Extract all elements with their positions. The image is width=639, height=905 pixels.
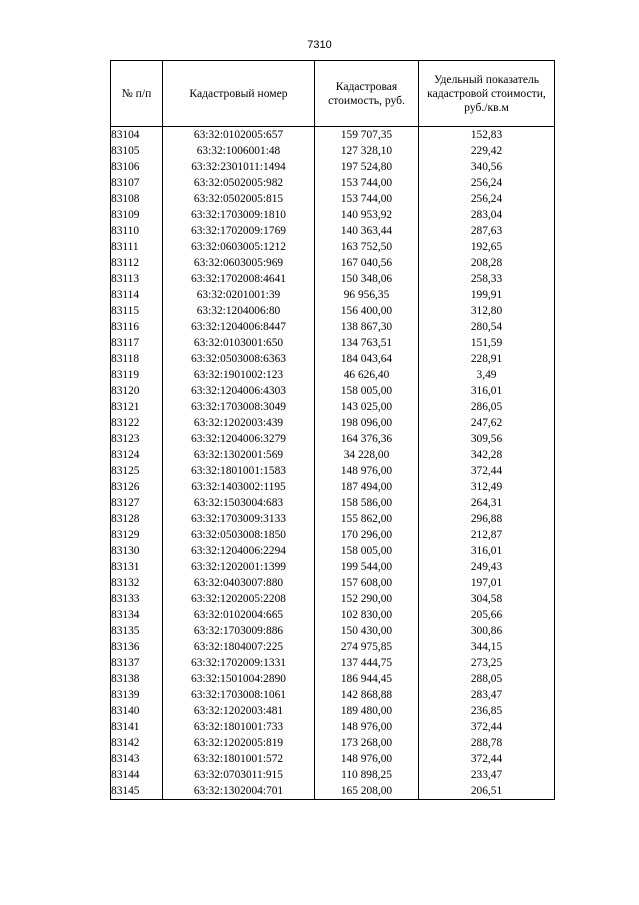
cadastral-cost: 159 707,35 [315,127,419,144]
cadastral-number: 63:32:1702009:1769 [163,223,315,239]
row-number: 83125 [111,463,163,479]
specific-cost: 304,58 [419,591,555,607]
row-number: 83139 [111,687,163,703]
cadastral-number: 63:32:1801001:733 [163,719,315,735]
cadastral-number: 63:32:0503008:1850 [163,527,315,543]
specific-cost: 372,44 [419,719,555,735]
cadastral-number: 63:32:1302004:701 [163,783,315,800]
cadastral-number: 63:32:0603005:969 [163,255,315,271]
cadastral-number: 63:32:1702009:1331 [163,655,315,671]
table-row [111,591,555,607]
table-row [111,719,555,735]
cadastral-cost: 164 376,36 [315,431,419,447]
cadastral-cost: 127 328,10 [315,143,419,159]
cadastral-number: 63:32:1703009:3133 [163,511,315,527]
cadastral-number: 63:32:1503004:683 [163,495,315,511]
cadastral-number: 63:32:0503008:6363 [163,351,315,367]
cadastral-cost: 157 608,00 [315,575,419,591]
cadastral-cost: 148 976,00 [315,719,419,735]
specific-cost: 192,65 [419,239,555,255]
specific-cost: 283,47 [419,687,555,703]
cadastral-number: 63:32:1801001:572 [163,751,315,767]
cadastral-number: 63:32:1403002:1195 [163,479,315,495]
row-number: 83112 [111,255,163,271]
table-row [111,415,555,431]
cadastral-number: 63:32:1202001:1399 [163,559,315,575]
specific-cost: 300,86 [419,623,555,639]
cadastral-number: 63:32:0102005:657 [163,127,315,144]
specific-cost: 288,05 [419,671,555,687]
row-number: 83126 [111,479,163,495]
row-number: 83105 [111,143,163,159]
cadastral-number: 63:32:1703009:1810 [163,207,315,223]
specific-cost: 287,63 [419,223,555,239]
cadastral-cost: 138 867,30 [315,319,419,335]
cadastral-cost: 197 524,80 [315,159,419,175]
table-row [111,351,555,367]
row-number: 83116 [111,319,163,335]
table-row [111,495,555,511]
table-row [111,159,555,175]
table-row [111,255,555,271]
specific-cost: 247,62 [419,415,555,431]
row-number: 83115 [111,303,163,319]
cadastral-cost: 158 586,00 [315,495,419,511]
specific-cost: 316,01 [419,383,555,399]
header-cadastral-cost: Кадастровая стоимость, руб. [315,61,419,127]
specific-cost: 312,80 [419,303,555,319]
row-number: 83106 [111,159,163,175]
cadastral-number: 63:32:1703008:3049 [163,399,315,415]
specific-cost: 197,01 [419,575,555,591]
cadastral-number: 63:32:0603005:1212 [163,239,315,255]
specific-cost: 372,44 [419,751,555,767]
cadastral-number: 63:32:1202005:2208 [163,591,315,607]
row-number: 83110 [111,223,163,239]
cadastral-number: 63:32:1204006:4303 [163,383,315,399]
specific-cost: 283,04 [419,207,555,223]
table-row [111,639,555,655]
header-cadastral-number: Кадастровый номер [163,61,315,127]
specific-cost: 256,24 [419,175,555,191]
specific-cost: 280,54 [419,319,555,335]
table-row [111,383,555,399]
table-row [111,511,555,527]
cadastral-cost: 153 744,00 [315,175,419,191]
table-row [111,735,555,751]
cadastral-number: 63:32:1006001:48 [163,143,315,159]
row-number: 83128 [111,511,163,527]
row-number: 83130 [111,543,163,559]
row-number: 83137 [111,655,163,671]
cadastral-number: 63:32:0502005:982 [163,175,315,191]
specific-cost: 199,91 [419,287,555,303]
cadastral-cost: 184 043,64 [315,351,419,367]
cadastral-number: 63:32:1901002:123 [163,367,315,383]
cadastral-number: 63:32:1801001:1583 [163,463,315,479]
cadastral-cost: 186 944,45 [315,671,419,687]
table-row [111,655,555,671]
cadastral-cost: 140 363,44 [315,223,419,239]
table-row [111,463,555,479]
table-row [111,223,555,239]
cadastral-number: 63:32:1204006:3279 [163,431,315,447]
row-number: 83122 [111,415,163,431]
cadastral-cost: 110 898,25 [315,767,419,783]
cadastral-cost: 163 752,50 [315,239,419,255]
specific-cost: 344,15 [419,639,555,655]
table-row [111,271,555,287]
cadastral-cost: 143 025,00 [315,399,419,415]
cadastral-cost: 199 544,00 [315,559,419,575]
cadastral-cost: 187 494,00 [315,479,419,495]
cadastral-cost: 150 348,06 [315,271,419,287]
specific-cost: 288,78 [419,735,555,751]
cadastral-cost: 198 096,00 [315,415,419,431]
specific-cost: 296,88 [419,511,555,527]
row-number: 83142 [111,735,163,751]
row-number: 83124 [111,447,163,463]
cadastral-cost: 156 400,00 [315,303,419,319]
cadastral-number: 63:32:2301011:1494 [163,159,315,175]
cadastral-cost: 142 868,88 [315,687,419,703]
cadastral-cost: 170 296,00 [315,527,419,543]
row-number: 83144 [111,767,163,783]
cadastral-number: 63:32:0502005:815 [163,191,315,207]
cadastral-number: 63:32:1703009:886 [163,623,315,639]
table-row [111,127,555,144]
row-number: 83121 [111,399,163,415]
specific-cost: 264,31 [419,495,555,511]
specific-cost: 340,56 [419,159,555,175]
table-row [111,687,555,703]
table-row [111,447,555,463]
cadastral-number: 63:32:0102004:665 [163,607,315,623]
table-row [111,783,555,800]
cadastral-cost: 148 976,00 [315,751,419,767]
cadastral-cost: 158 005,00 [315,543,419,559]
specific-cost: 286,05 [419,399,555,415]
table-row [111,319,555,335]
table-row [111,143,555,159]
cadastral-number: 63:32:0201001:39 [163,287,315,303]
row-number: 83113 [111,271,163,287]
cadastral-number: 63:32:0403007:880 [163,575,315,591]
table-row [111,431,555,447]
cadastral-number: 63:32:1202005:819 [163,735,315,751]
cadastral-cost: 137 444,75 [315,655,419,671]
cadastral-number: 63:32:1702008:4641 [163,271,315,287]
row-number: 83109 [111,207,163,223]
header-specific-cost: Удельный показатель кадастровой стоимости, руб./кв.м [419,61,555,127]
specific-cost: 312,49 [419,479,555,495]
row-number: 83104 [111,127,163,144]
specific-cost: 236,85 [419,703,555,719]
row-number: 83131 [111,559,163,575]
specific-cost: 309,56 [419,431,555,447]
specific-cost: 206,51 [419,783,555,800]
specific-cost: 233,47 [419,767,555,783]
specific-cost: 205,66 [419,607,555,623]
row-number: 83118 [111,351,163,367]
table-header-row [111,61,555,127]
cadastral-cost: 148 976,00 [315,463,419,479]
table-row [111,207,555,223]
cadastral-cost: 140 953,92 [315,207,419,223]
cadastral-cost: 158 005,00 [315,383,419,399]
row-number: 83145 [111,783,163,800]
specific-cost: 249,43 [419,559,555,575]
row-number: 83141 [111,719,163,735]
table-row [111,543,555,559]
cadastral-cost: 102 830,00 [315,607,419,623]
row-number: 83111 [111,239,163,255]
table-row [111,623,555,639]
cadastral-number: 63:32:1703008:1061 [163,687,315,703]
cadastral-cost: 96 956,35 [315,287,419,303]
row-number: 83117 [111,335,163,351]
specific-cost: 212,87 [419,527,555,543]
row-number: 83107 [111,175,163,191]
cadastral-cost: 152 290,00 [315,591,419,607]
cadastral-cost: 150 430,00 [315,623,419,639]
cadastral-number: 63:32:1804007:225 [163,639,315,655]
row-number: 83134 [111,607,163,623]
table-body [111,127,555,800]
row-number: 83120 [111,383,163,399]
row-number: 83132 [111,575,163,591]
cadastral-number: 63:32:1204006:8447 [163,319,315,335]
table-row [111,671,555,687]
specific-cost: 208,28 [419,255,555,271]
table-row [111,175,555,191]
table-row [111,335,555,351]
cadastral-cost: 167 040,56 [315,255,419,271]
row-number: 83143 [111,751,163,767]
cadastral-cost: 155 862,00 [315,511,419,527]
cadastral-number: 63:32:1302001:569 [163,447,315,463]
row-number: 83123 [111,431,163,447]
specific-cost: 372,44 [419,463,555,479]
cadastral-cost: 134 763,51 [315,335,419,351]
specific-cost: 316,01 [419,543,555,559]
specific-cost: 228,91 [419,351,555,367]
specific-cost: 342,28 [419,447,555,463]
row-number: 83127 [111,495,163,511]
table-row [111,751,555,767]
table-row [111,399,555,415]
header-row-number: № п/п [111,61,163,127]
cadastral-number: 63:32:0103001:650 [163,335,315,351]
cadastral-cost: 274 975,85 [315,639,419,655]
table-row [111,575,555,591]
cadastral-cost: 34 228,00 [315,447,419,463]
table-row [111,607,555,623]
row-number: 83133 [111,591,163,607]
specific-cost: 3,49 [419,367,555,383]
specific-cost: 152,83 [419,127,555,144]
table-row [111,303,555,319]
table-row [111,367,555,383]
row-number: 83140 [111,703,163,719]
row-number: 83136 [111,639,163,655]
specific-cost: 273,25 [419,655,555,671]
cadastral-cost: 153 744,00 [315,191,419,207]
cadastral-table [110,60,555,800]
specific-cost: 258,33 [419,271,555,287]
row-number: 83129 [111,527,163,543]
row-number: 83119 [111,367,163,383]
cadastral-cost: 173 268,00 [315,735,419,751]
cadastral-number: 63:32:1501004:2890 [163,671,315,687]
table-row [111,527,555,543]
table-row [111,703,555,719]
cadastral-number: 63:32:0703011:915 [163,767,315,783]
cadastral-number: 63:32:1204006:80 [163,303,315,319]
specific-cost: 151,59 [419,335,555,351]
table-row [111,239,555,255]
table-row [111,767,555,783]
table-row [111,287,555,303]
cadastral-number: 63:32:1204006:2294 [163,543,315,559]
cadastral-cost: 46 626,40 [315,367,419,383]
row-number: 83138 [111,671,163,687]
cadastral-number: 63:32:1202003:439 [163,415,315,431]
specific-cost: 256,24 [419,191,555,207]
row-number: 83108 [111,191,163,207]
page-number: 7310 [307,39,332,51]
row-number: 83114 [111,287,163,303]
cadastral-cost: 165 208,00 [315,783,419,800]
cadastral-cost: 189 480,00 [315,703,419,719]
table-row [111,191,555,207]
row-number: 83135 [111,623,163,639]
specific-cost: 229,42 [419,143,555,159]
cadastral-number: 63:32:1202003:481 [163,703,315,719]
table-row [111,559,555,575]
table-row [111,479,555,495]
